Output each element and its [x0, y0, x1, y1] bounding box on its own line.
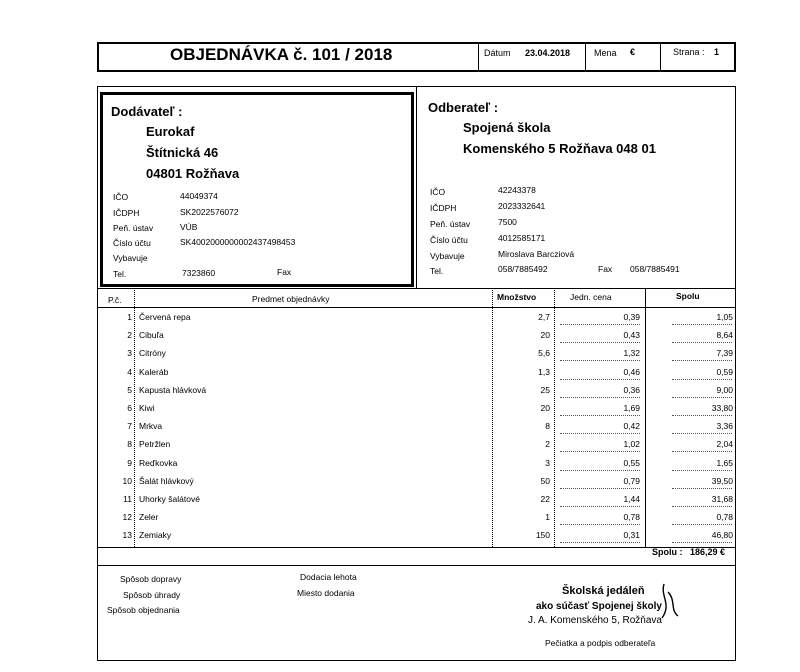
col-header-price: Jedn. cena [570, 292, 612, 302]
customer-field-label: Vybavuje [430, 251, 465, 261]
row-dotted-line [560, 415, 640, 416]
row-number: 13 [122, 530, 132, 540]
row-dotted-line [672, 433, 732, 434]
footer-top-line [97, 565, 736, 566]
row-qty: 50 [540, 476, 550, 486]
row-price: 0,31 [623, 530, 640, 540]
row-qty: 2 [545, 439, 550, 449]
row-dotted-line [560, 397, 640, 398]
row-item: Citróny [139, 348, 166, 358]
row-item: Reďkovka [139, 458, 178, 468]
customer-field-label: IČDPH [430, 203, 457, 213]
stamp-line-2: ako súčasť Spojenej školy [536, 601, 662, 612]
row-number: 1 [127, 312, 132, 322]
row-item: Petržlen [139, 439, 171, 449]
row-total: 3,36 [716, 421, 733, 431]
row-price: 0,46 [623, 367, 640, 377]
header-divider-3 [660, 42, 661, 72]
row-price: 0,36 [623, 385, 640, 395]
row-number: 5 [127, 385, 132, 395]
supplier-heading: Dodávateľ : [111, 104, 183, 119]
supplier-field-value: 44049374 [180, 191, 218, 201]
supplier-field-label: Vybavuje [113, 253, 148, 263]
supplier-field-value: SK4002000000002437498453 [180, 237, 296, 247]
signature-scribble [650, 582, 690, 622]
row-total: 1,05 [716, 312, 733, 322]
row-price: 0,42 [623, 421, 640, 431]
supplier-street: Štítnická 46 [146, 145, 219, 160]
row-number: 6 [127, 403, 132, 413]
row-qty: 3 [545, 458, 550, 468]
supplier-name: Eurokaf [146, 124, 195, 139]
row-dotted-line [560, 506, 640, 507]
row-total: 46,80 [711, 530, 733, 540]
row-total: 39,50 [711, 476, 733, 486]
row-dotted-line [560, 542, 640, 543]
row-number: 7 [127, 421, 132, 431]
table-header-line [97, 307, 736, 308]
row-price: 0,43 [623, 330, 640, 340]
delivery-term-label: Dodacia lehota [300, 572, 357, 582]
row-dotted-line [560, 470, 640, 471]
col-header-total: Spolu [676, 291, 700, 301]
row-dotted-line [672, 342, 732, 343]
row-item: Kiwi [139, 403, 155, 413]
row-qty: 22 [540, 494, 550, 504]
row-dotted-line [672, 506, 732, 507]
row-total: 33,80 [711, 403, 733, 413]
row-total: 0,59 [716, 367, 733, 377]
row-dotted-line [672, 542, 732, 543]
row-number: 3 [127, 348, 132, 358]
row-item: Zemiaky [139, 530, 172, 540]
row-total: 31,68 [711, 494, 733, 504]
row-item: Kaleráb [139, 367, 169, 377]
row-qty: 1,3 [538, 367, 550, 377]
sum-value: 186,29 € [690, 547, 726, 557]
date-label: Dátum [484, 48, 511, 58]
table-top-line [97, 288, 736, 289]
row-dotted-line [560, 379, 640, 380]
row-dotted-line [672, 415, 732, 416]
row-item: Zeler [139, 512, 159, 522]
row-total: 0,78 [716, 512, 733, 522]
party-divider [416, 86, 417, 288]
row-qty: 2,7 [538, 312, 550, 322]
page-label: Strana : [673, 47, 705, 57]
row-total: 1,65 [716, 458, 733, 468]
row-price: 1,44 [623, 494, 640, 504]
row-number: 12 [122, 512, 132, 522]
row-total: 9,00 [716, 385, 733, 395]
supplier-field-label: IČDPH [113, 208, 140, 218]
customer-name: Spojená škola [463, 120, 551, 135]
supplier-field-value: SK2022576072 [180, 207, 239, 217]
row-qty: 25 [540, 385, 550, 395]
supplier-field-label: Číslo účtu [113, 238, 151, 248]
table-bottom-line [97, 547, 736, 548]
row-dotted-line [560, 324, 640, 325]
header-divider-2 [585, 42, 586, 72]
customer-address: Komenského 5 Rožňava 048 01 [463, 141, 656, 156]
supplier-field-value: VÚB [180, 222, 198, 232]
customer-field-label: Peň. ústav [430, 219, 471, 229]
row-number: 2 [127, 330, 132, 340]
transport-label: Spôsob dopravy [120, 574, 182, 584]
row-price: 1,32 [623, 348, 640, 358]
stamp-line-1: Školská jedáleň [562, 585, 645, 597]
customer-field-value: Miroslava Barcziová [498, 249, 575, 259]
supplier-field-label: Peň. ústav [113, 223, 154, 233]
currency-label: Mena [594, 48, 617, 58]
row-price: 0,78 [623, 512, 640, 522]
customer-tel-label: Tel. [430, 266, 444, 276]
row-dotted-line [672, 379, 732, 380]
signature-label: Pečiatka a podpis odberateľa [545, 638, 656, 648]
customer-fax-label: Fax [598, 264, 613, 274]
row-item: Mrkva [139, 421, 163, 431]
row-item: Uhorky šalátové [139, 494, 200, 504]
order-method-label: Spôsob objednania [107, 605, 180, 615]
sum-label: Spolu : [652, 547, 683, 557]
row-number: 4 [127, 367, 132, 377]
supplier-city: 04801 Rožňava [146, 166, 240, 181]
row-dotted-line [672, 488, 732, 489]
customer-field-label: Číslo účtu [430, 235, 468, 245]
col-divider-qty [492, 288, 494, 547]
row-number: 8 [127, 439, 132, 449]
customer-heading: Odberateľ : [428, 100, 499, 115]
col-header-no: P.č. [108, 295, 122, 305]
customer-field-value: 4012585171 [498, 233, 546, 243]
row-number: 10 [122, 476, 132, 486]
delivery-place-label: Miesto dodania [297, 588, 355, 598]
row-dotted-line [560, 524, 640, 525]
col-divider-total [645, 288, 646, 547]
row-price: 0,79 [623, 476, 640, 486]
row-dotted-line [560, 342, 640, 343]
row-total: 2,04 [716, 439, 733, 449]
row-price: 0,55 [623, 458, 640, 468]
supplier-field-label: IČO [113, 192, 129, 202]
col-header-qty: Množstvo [497, 292, 537, 302]
row-price: 0,39 [623, 312, 640, 322]
customer-fax-value: 058/7885491 [630, 264, 680, 274]
date-value: 23.04.2018 [525, 48, 571, 58]
customer-field-label: IČO [430, 187, 446, 197]
customer-field-value: 42243378 [498, 185, 536, 195]
customer-field-value: 7500 [498, 217, 517, 227]
customer-field-value: 2023332641 [498, 201, 546, 211]
row-price: 1,02 [623, 439, 640, 449]
row-qty: 8 [545, 421, 550, 431]
row-dotted-line [560, 433, 640, 434]
payment-label: Spôsob úhrady [123, 590, 181, 600]
row-item: Šalát hlávkový [139, 476, 194, 486]
customer-tel-value: 058/7885492 [498, 264, 548, 274]
row-qty: 20 [540, 330, 550, 340]
row-qty: 5,6 [538, 348, 550, 358]
row-total: 7,39 [716, 348, 733, 358]
currency-value: € [630, 47, 636, 57]
row-dotted-line [560, 488, 640, 489]
row-dotted-line [560, 451, 640, 452]
row-dotted-line [672, 324, 732, 325]
order-title: OBJEDNÁVKA č. 101 / 2018 [170, 45, 393, 64]
row-qty: 150 [535, 530, 550, 540]
supplier-fax-label: Fax [277, 267, 292, 277]
row-price: 1,69 [623, 403, 640, 413]
row-dotted-line [672, 524, 732, 525]
row-number: 9 [127, 458, 132, 468]
page-value: 1 [714, 47, 720, 57]
row-qty: 1 [545, 512, 550, 522]
col-divider-no [134, 288, 136, 547]
row-item: Červená repa [139, 312, 191, 322]
header-divider-1 [478, 42, 479, 72]
stamp-line-3: J. A. Komenského 5, Rožňava [528, 615, 662, 626]
row-dotted-line [672, 397, 732, 398]
row-total: 8,64 [716, 330, 733, 340]
supplier-tel-value: 7323860 [182, 268, 216, 278]
col-divider-price [554, 288, 556, 547]
col-header-item: Predmet objednávky [252, 294, 330, 304]
row-item: Cibuľa [139, 330, 164, 340]
row-item: Kapusta hlávková [139, 385, 207, 395]
row-number: 11 [123, 494, 132, 504]
supplier-tel-label: Tel. [113, 269, 127, 279]
row-dotted-line [672, 360, 732, 361]
row-dotted-line [672, 470, 732, 471]
row-dotted-line [672, 451, 732, 452]
row-qty: 20 [540, 403, 550, 413]
row-dotted-line [560, 360, 640, 361]
